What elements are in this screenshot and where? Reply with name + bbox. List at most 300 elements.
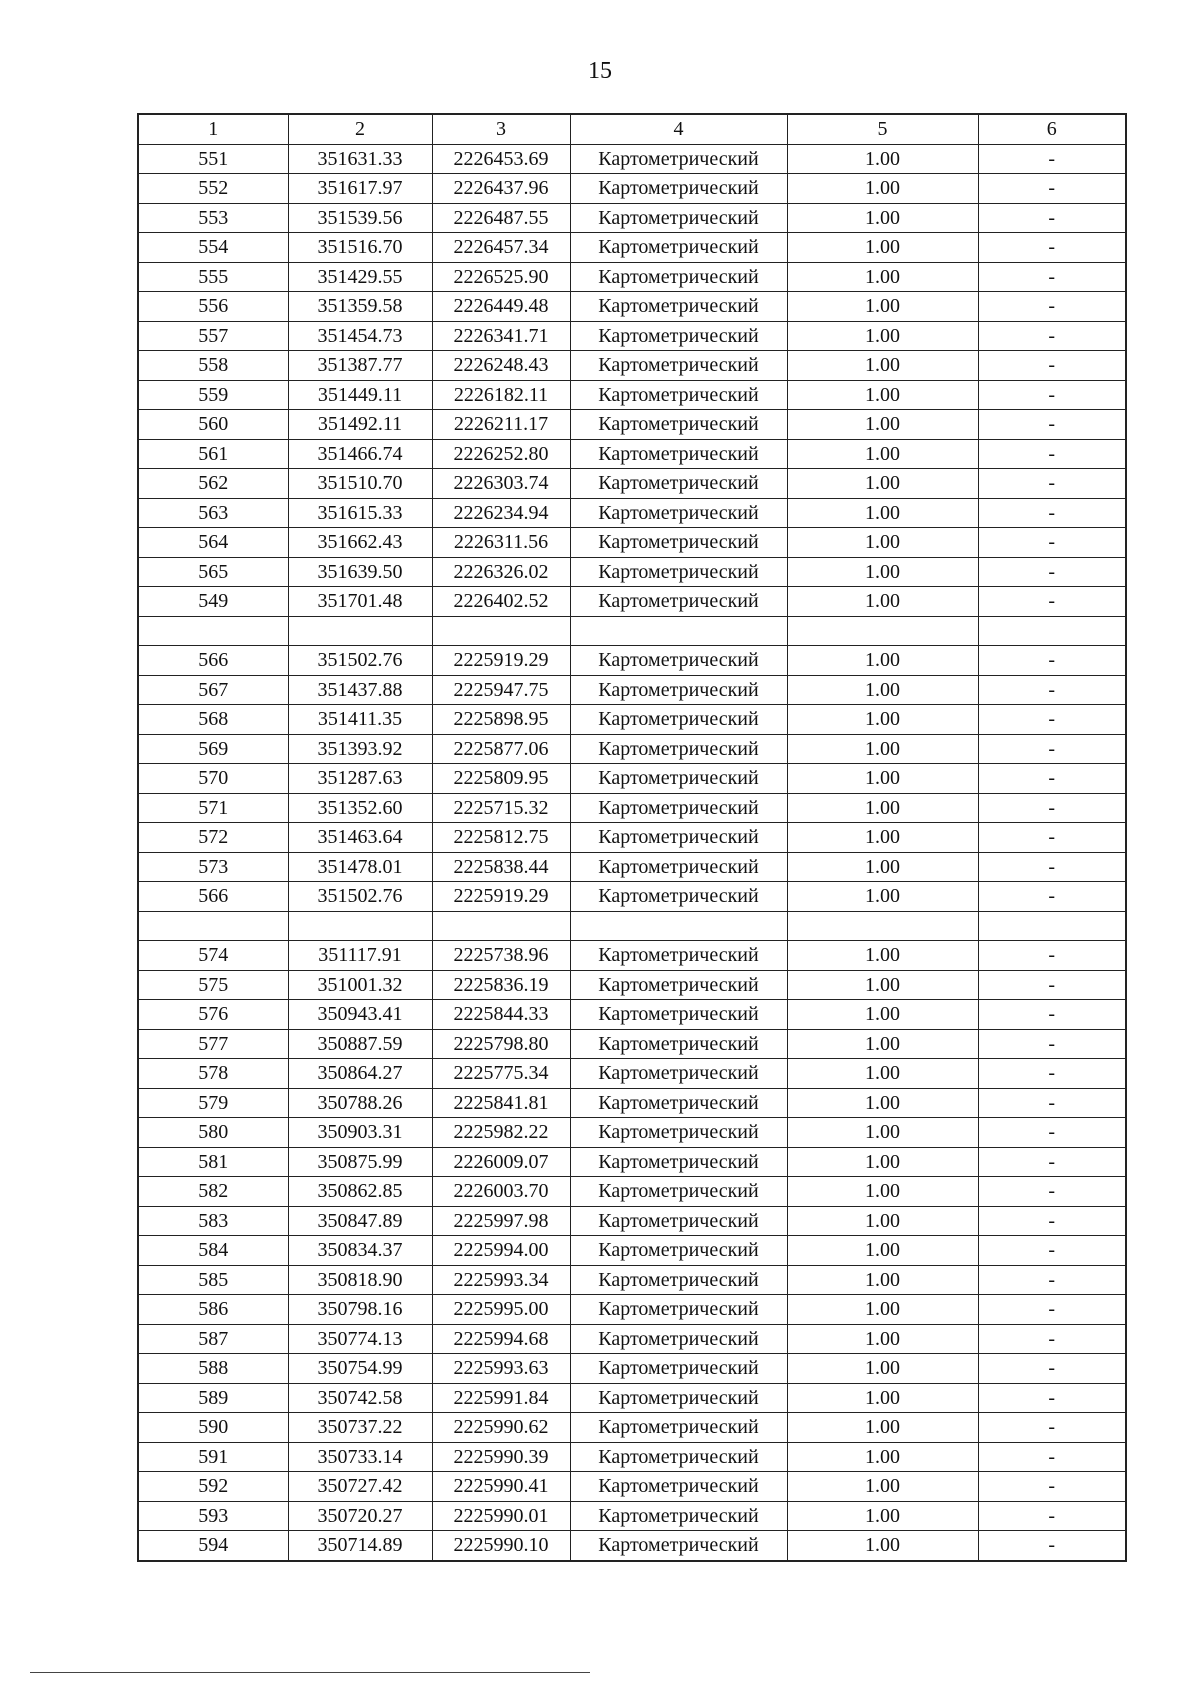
table-cell: Картометрический xyxy=(570,1324,787,1354)
table-cell: 2226402.52 xyxy=(432,587,570,617)
table-cell: 2225990.62 xyxy=(432,1413,570,1443)
table-cell: 1.00 xyxy=(787,1265,978,1295)
table-cell: 563 xyxy=(138,498,288,528)
table-cell: 350737.22 xyxy=(288,1413,432,1443)
table-cell: 351463.64 xyxy=(288,823,432,853)
table-header-row xyxy=(138,114,1126,144)
table-cell: 575 xyxy=(138,970,288,1000)
table-cell: - xyxy=(978,380,1126,410)
table-row xyxy=(138,351,1126,381)
table-cell: Картометрический xyxy=(570,734,787,764)
table-cell: Картометрический xyxy=(570,1059,787,1089)
table-cell: 1.00 xyxy=(787,1383,978,1413)
table-cell: 2226303.74 xyxy=(432,469,570,499)
table-cell: 350943.41 xyxy=(288,1000,432,1030)
table-cell: 586 xyxy=(138,1295,288,1325)
table-cell: - xyxy=(978,941,1126,971)
table-cell: Картометрический xyxy=(570,144,787,174)
table-cell: 2225997.98 xyxy=(432,1206,570,1236)
table-cell: Картометрический xyxy=(570,852,787,882)
table-cell: 1.00 xyxy=(787,675,978,705)
table-row xyxy=(138,262,1126,292)
table-cell: - xyxy=(978,1531,1126,1561)
table-cell: 351393.92 xyxy=(288,734,432,764)
table-row xyxy=(138,469,1126,499)
table-row xyxy=(138,557,1126,587)
table-cell: 2226341.71 xyxy=(432,321,570,351)
table-cell: Картометрический xyxy=(570,970,787,1000)
table-row xyxy=(138,675,1126,705)
table-cell: 1.00 xyxy=(787,1501,978,1531)
table-cell: 1.00 xyxy=(787,233,978,263)
table-cell: 556 xyxy=(138,292,288,322)
table-cell: 351516.70 xyxy=(288,233,432,263)
table-cell: 2225812.75 xyxy=(432,823,570,853)
table-cell: 1.00 xyxy=(787,970,978,1000)
table-cell: 2225990.01 xyxy=(432,1501,570,1531)
table-cell: - xyxy=(978,439,1126,469)
table-row xyxy=(138,1383,1126,1413)
table-cell: 351437.88 xyxy=(288,675,432,705)
table-cell: 1.00 xyxy=(787,321,978,351)
table-cell: 351502.76 xyxy=(288,882,432,912)
table-row xyxy=(138,380,1126,410)
table-cell: 2226457.34 xyxy=(432,233,570,263)
table-cell: 577 xyxy=(138,1029,288,1059)
table-cell: 351449.11 xyxy=(288,380,432,410)
table-cell: 350862.85 xyxy=(288,1177,432,1207)
table-row xyxy=(138,1295,1126,1325)
table-cell: - xyxy=(978,498,1126,528)
table-cell: 554 xyxy=(138,233,288,263)
table-cell: Картометрический xyxy=(570,203,787,233)
table-cell: 2225844.33 xyxy=(432,1000,570,1030)
table-cell: - xyxy=(978,1265,1126,1295)
table-cell: 350903.31 xyxy=(288,1118,432,1148)
table-cell: 2226437.96 xyxy=(432,174,570,204)
column-header: 6 xyxy=(978,114,1126,144)
table-cell: 578 xyxy=(138,1059,288,1089)
table-cell: 552 xyxy=(138,174,288,204)
table-cell: 350875.99 xyxy=(288,1147,432,1177)
table-row xyxy=(138,852,1126,882)
table-row xyxy=(138,528,1126,558)
table-cell: - xyxy=(978,1413,1126,1443)
table-row xyxy=(138,1472,1126,1502)
table-cell: Картометрический xyxy=(570,1177,787,1207)
table-cell: Картометрический xyxy=(570,380,787,410)
table-row xyxy=(138,174,1126,204)
table-cell: 350788.26 xyxy=(288,1088,432,1118)
table-cell: 1.00 xyxy=(787,882,978,912)
table-cell: - xyxy=(978,528,1126,558)
table-cell xyxy=(787,616,978,646)
table-cell: Картометрический xyxy=(570,1413,787,1443)
table-cell: Картометрический xyxy=(570,1531,787,1561)
table-cell: Картометрический xyxy=(570,1029,787,1059)
table-row xyxy=(138,1206,1126,1236)
table-cell: 2226311.56 xyxy=(432,528,570,558)
table-cell: 569 xyxy=(138,734,288,764)
table-cell: 1.00 xyxy=(787,1177,978,1207)
table-cell: 1.00 xyxy=(787,410,978,440)
table-cell: 592 xyxy=(138,1472,288,1502)
table-cell: Картометрический xyxy=(570,1118,787,1148)
table-cell: Картометрический xyxy=(570,823,787,853)
table-cell: Картометрический xyxy=(570,1147,787,1177)
table-cell: Картометрический xyxy=(570,705,787,735)
table-cell: 2225919.29 xyxy=(432,882,570,912)
table-cell: - xyxy=(978,144,1126,174)
table-cell: 2225994.00 xyxy=(432,1236,570,1266)
table-row xyxy=(138,1354,1126,1384)
table-cell: - xyxy=(978,793,1126,823)
table-row xyxy=(138,911,1126,941)
table-cell: 350864.27 xyxy=(288,1059,432,1089)
table-cell: 1.00 xyxy=(787,469,978,499)
table-cell: 2225798.80 xyxy=(432,1029,570,1059)
table-cell: - xyxy=(978,262,1126,292)
table-cell: 562 xyxy=(138,469,288,499)
table-row xyxy=(138,439,1126,469)
table-cell: Картометрический xyxy=(570,882,787,912)
table-row xyxy=(138,1059,1126,1089)
table-cell: 573 xyxy=(138,852,288,882)
table-cell: 553 xyxy=(138,203,288,233)
table-cell: - xyxy=(978,351,1126,381)
table-cell: - xyxy=(978,1442,1126,1472)
table-cell: 1.00 xyxy=(787,351,978,381)
table-cell: 2226487.55 xyxy=(432,203,570,233)
table-cell: 1.00 xyxy=(787,498,978,528)
table-cell: - xyxy=(978,675,1126,705)
table-cell: 579 xyxy=(138,1088,288,1118)
column-header: 2 xyxy=(288,114,432,144)
table-row xyxy=(138,1501,1126,1531)
column-header: 4 xyxy=(570,114,787,144)
table-cell: 351502.76 xyxy=(288,646,432,676)
table-cell: 2226248.43 xyxy=(432,351,570,381)
table-cell: 1.00 xyxy=(787,941,978,971)
table-cell: 561 xyxy=(138,439,288,469)
table-cell: Картометрический xyxy=(570,233,787,263)
table-cell: 558 xyxy=(138,351,288,381)
table-cell: 2225991.84 xyxy=(432,1383,570,1413)
table-row xyxy=(138,970,1126,1000)
column-header: 1 xyxy=(138,114,288,144)
table-cell: 351287.63 xyxy=(288,764,432,794)
table-cell: 2226449.48 xyxy=(432,292,570,322)
table-cell: 1.00 xyxy=(787,852,978,882)
table-cell: 1.00 xyxy=(787,1531,978,1561)
table-cell: 350727.42 xyxy=(288,1472,432,1502)
table-cell: 2225993.34 xyxy=(432,1265,570,1295)
table-cell: 2226003.70 xyxy=(432,1177,570,1207)
table-cell xyxy=(138,616,288,646)
table-cell xyxy=(138,911,288,941)
table-row xyxy=(138,410,1126,440)
table-cell: - xyxy=(978,970,1126,1000)
table-cell: 2225841.81 xyxy=(432,1088,570,1118)
table-cell: 350798.16 xyxy=(288,1295,432,1325)
table-cell: 1.00 xyxy=(787,1442,978,1472)
table-cell: Картометрический xyxy=(570,321,787,351)
table-cell: 351701.48 xyxy=(288,587,432,617)
table-cell: 2226453.69 xyxy=(432,144,570,174)
table-cell: 2226525.90 xyxy=(432,262,570,292)
table-cell: 350834.37 xyxy=(288,1236,432,1266)
table-cell: 350733.14 xyxy=(288,1442,432,1472)
table-cell: 1.00 xyxy=(787,144,978,174)
table-cell: 1.00 xyxy=(787,528,978,558)
table-cell: Картометрический xyxy=(570,1383,787,1413)
table-cell: 594 xyxy=(138,1531,288,1561)
table-cell: 2225836.19 xyxy=(432,970,570,1000)
table-cell: 572 xyxy=(138,823,288,853)
table-cell: 1.00 xyxy=(787,646,978,676)
table-cell: - xyxy=(978,882,1126,912)
table-cell: 350774.13 xyxy=(288,1324,432,1354)
table-cell: - xyxy=(978,1324,1126,1354)
coordinates-table xyxy=(137,113,1127,1562)
table-cell: 1.00 xyxy=(787,1206,978,1236)
table-cell: 2225838.44 xyxy=(432,852,570,882)
table-cell: 350818.90 xyxy=(288,1265,432,1295)
table-cell: 583 xyxy=(138,1206,288,1236)
table-row xyxy=(138,587,1126,617)
bottom-rule xyxy=(30,1672,590,1673)
table-cell: 2225715.32 xyxy=(432,793,570,823)
table-cell: 1.00 xyxy=(787,734,978,764)
table-cell: Картометрический xyxy=(570,1472,787,1502)
table-cell: 551 xyxy=(138,144,288,174)
table-cell: 351615.33 xyxy=(288,498,432,528)
table-cell: 2225809.95 xyxy=(432,764,570,794)
table-cell: Картометрический xyxy=(570,1265,787,1295)
table-cell: 566 xyxy=(138,882,288,912)
table-cell: - xyxy=(978,646,1126,676)
table-cell: 2225993.63 xyxy=(432,1354,570,1384)
table-cell: Картометрический xyxy=(570,1206,787,1236)
table-cell: - xyxy=(978,1147,1126,1177)
table-cell: 576 xyxy=(138,1000,288,1030)
table-cell xyxy=(288,616,432,646)
table-cell: 589 xyxy=(138,1383,288,1413)
table-row xyxy=(138,705,1126,735)
table-row xyxy=(138,1118,1126,1148)
table-row xyxy=(138,1531,1126,1561)
table-cell: 350742.58 xyxy=(288,1383,432,1413)
table-cell: 2225994.68 xyxy=(432,1324,570,1354)
table-row xyxy=(138,1029,1126,1059)
table-cell: - xyxy=(978,1501,1126,1531)
table-cell: 351492.11 xyxy=(288,410,432,440)
table-cell: - xyxy=(978,410,1126,440)
table-cell: 2226252.80 xyxy=(432,439,570,469)
table-cell: - xyxy=(978,203,1126,233)
table-row xyxy=(138,1442,1126,1472)
table-cell: Картометрический xyxy=(570,1088,787,1118)
table-cell xyxy=(432,911,570,941)
table-cell: 1.00 xyxy=(787,1354,978,1384)
table-cell: 1.00 xyxy=(787,1059,978,1089)
table-cell: 350714.89 xyxy=(288,1531,432,1561)
table-cell: Картометрический xyxy=(570,1501,787,1531)
table-cell: 351359.58 xyxy=(288,292,432,322)
table-cell: 351478.01 xyxy=(288,852,432,882)
table-cell: 1.00 xyxy=(787,764,978,794)
table-row xyxy=(138,144,1126,174)
table-cell: Картометрический xyxy=(570,1000,787,1030)
table-cell: - xyxy=(978,1029,1126,1059)
table-cell: 2226326.02 xyxy=(432,557,570,587)
table-row xyxy=(138,793,1126,823)
table-cell: 351631.33 xyxy=(288,144,432,174)
table-row xyxy=(138,882,1126,912)
table-cell: - xyxy=(978,1059,1126,1089)
table-cell xyxy=(288,911,432,941)
table-cell: 1.00 xyxy=(787,292,978,322)
table-cell: 1.00 xyxy=(787,705,978,735)
table-row xyxy=(138,1236,1126,1266)
table-cell: 351352.60 xyxy=(288,793,432,823)
column-header: 5 xyxy=(787,114,978,144)
table-cell: 2225995.00 xyxy=(432,1295,570,1325)
table-cell: 2225877.06 xyxy=(432,734,570,764)
table-cell: - xyxy=(978,1354,1126,1384)
table-cell: 574 xyxy=(138,941,288,971)
table-cell: 351001.32 xyxy=(288,970,432,1000)
table-cell: 351662.43 xyxy=(288,528,432,558)
table-cell: 351539.56 xyxy=(288,203,432,233)
table-cell: 350754.99 xyxy=(288,1354,432,1384)
table-cell: Картометрический xyxy=(570,587,787,617)
table-cell: Картометрический xyxy=(570,1442,787,1472)
table-cell: Картометрический xyxy=(570,174,787,204)
table-cell: 2225982.22 xyxy=(432,1118,570,1148)
table-cell: - xyxy=(978,1000,1126,1030)
column-header: 3 xyxy=(432,114,570,144)
table-cell: 585 xyxy=(138,1265,288,1295)
table-cell: 590 xyxy=(138,1413,288,1443)
table-cell: Картометрический xyxy=(570,498,787,528)
table-cell: - xyxy=(978,1118,1126,1148)
table-row xyxy=(138,203,1126,233)
table-cell: 1.00 xyxy=(787,439,978,469)
page-number: 15 xyxy=(588,58,612,84)
table-cell: - xyxy=(978,1177,1126,1207)
table-cell: - xyxy=(978,1088,1126,1118)
table-cell: 1.00 xyxy=(787,1147,978,1177)
table-body xyxy=(138,144,1126,1561)
table-cell: 2225990.10 xyxy=(432,1531,570,1561)
table-cell xyxy=(978,911,1126,941)
table-cell: 1.00 xyxy=(787,1029,978,1059)
table-row xyxy=(138,734,1126,764)
table-cell: - xyxy=(978,764,1126,794)
table-row xyxy=(138,498,1126,528)
table-cell: Картометрический xyxy=(570,262,787,292)
table-cell: - xyxy=(978,734,1126,764)
table-cell: 1.00 xyxy=(787,793,978,823)
table-cell: 351639.50 xyxy=(288,557,432,587)
table-cell: - xyxy=(978,1383,1126,1413)
table-cell: - xyxy=(978,1295,1126,1325)
table-cell: 549 xyxy=(138,587,288,617)
table-cell xyxy=(787,911,978,941)
table-cell: 555 xyxy=(138,262,288,292)
table-row xyxy=(138,1147,1126,1177)
table-cell: 593 xyxy=(138,1501,288,1531)
table-cell: 2226182.11 xyxy=(432,380,570,410)
table-cell: 570 xyxy=(138,764,288,794)
table-cell xyxy=(570,616,787,646)
table-cell: - xyxy=(978,469,1126,499)
table-row xyxy=(138,646,1126,676)
table-cell: 571 xyxy=(138,793,288,823)
table-cell: - xyxy=(978,1236,1126,1266)
table-cell xyxy=(432,616,570,646)
table-cell: 2225898.95 xyxy=(432,705,570,735)
table-cell: - xyxy=(978,557,1126,587)
table-cell: 1.00 xyxy=(787,1295,978,1325)
table-cell: 587 xyxy=(138,1324,288,1354)
table-cell: 2226009.07 xyxy=(432,1147,570,1177)
table-cell: 559 xyxy=(138,380,288,410)
table-cell: - xyxy=(978,852,1126,882)
table-cell: 2225919.29 xyxy=(432,646,570,676)
table-cell: 351454.73 xyxy=(288,321,432,351)
table-cell: - xyxy=(978,823,1126,853)
table-row xyxy=(138,1177,1126,1207)
table-cell: - xyxy=(978,321,1126,351)
table-row xyxy=(138,823,1126,853)
table-cell: 582 xyxy=(138,1177,288,1207)
table-cell: 350720.27 xyxy=(288,1501,432,1531)
table-cell: 1.00 xyxy=(787,823,978,853)
table-cell: 2225947.75 xyxy=(432,675,570,705)
table-cell: 1.00 xyxy=(787,1118,978,1148)
table-cell: Картометрический xyxy=(570,528,787,558)
table-cell: 568 xyxy=(138,705,288,735)
table-cell: 1.00 xyxy=(787,1000,978,1030)
table-cell: Картометрический xyxy=(570,557,787,587)
table-cell: - xyxy=(978,233,1126,263)
table-row xyxy=(138,1265,1126,1295)
table-cell: 1.00 xyxy=(787,203,978,233)
table-cell: 581 xyxy=(138,1147,288,1177)
table-cell: 564 xyxy=(138,528,288,558)
table-cell: 1.00 xyxy=(787,1236,978,1266)
table-cell: 1.00 xyxy=(787,174,978,204)
table-cell: Картометрический xyxy=(570,793,787,823)
table-cell: Картометрический xyxy=(570,941,787,971)
table-cell: 580 xyxy=(138,1118,288,1148)
table-cell: - xyxy=(978,1472,1126,1502)
table-cell: Картометрический xyxy=(570,764,787,794)
table-row xyxy=(138,1000,1126,1030)
table-row xyxy=(138,233,1126,263)
table-cell: Картометрический xyxy=(570,675,787,705)
table-cell: Картометрический xyxy=(570,439,787,469)
table-row xyxy=(138,1324,1126,1354)
table-cell: 1.00 xyxy=(787,587,978,617)
table-cell: 565 xyxy=(138,557,288,587)
table-row xyxy=(138,321,1126,351)
table-cell: 350887.59 xyxy=(288,1029,432,1059)
table-cell: 1.00 xyxy=(787,557,978,587)
table-cell: 567 xyxy=(138,675,288,705)
